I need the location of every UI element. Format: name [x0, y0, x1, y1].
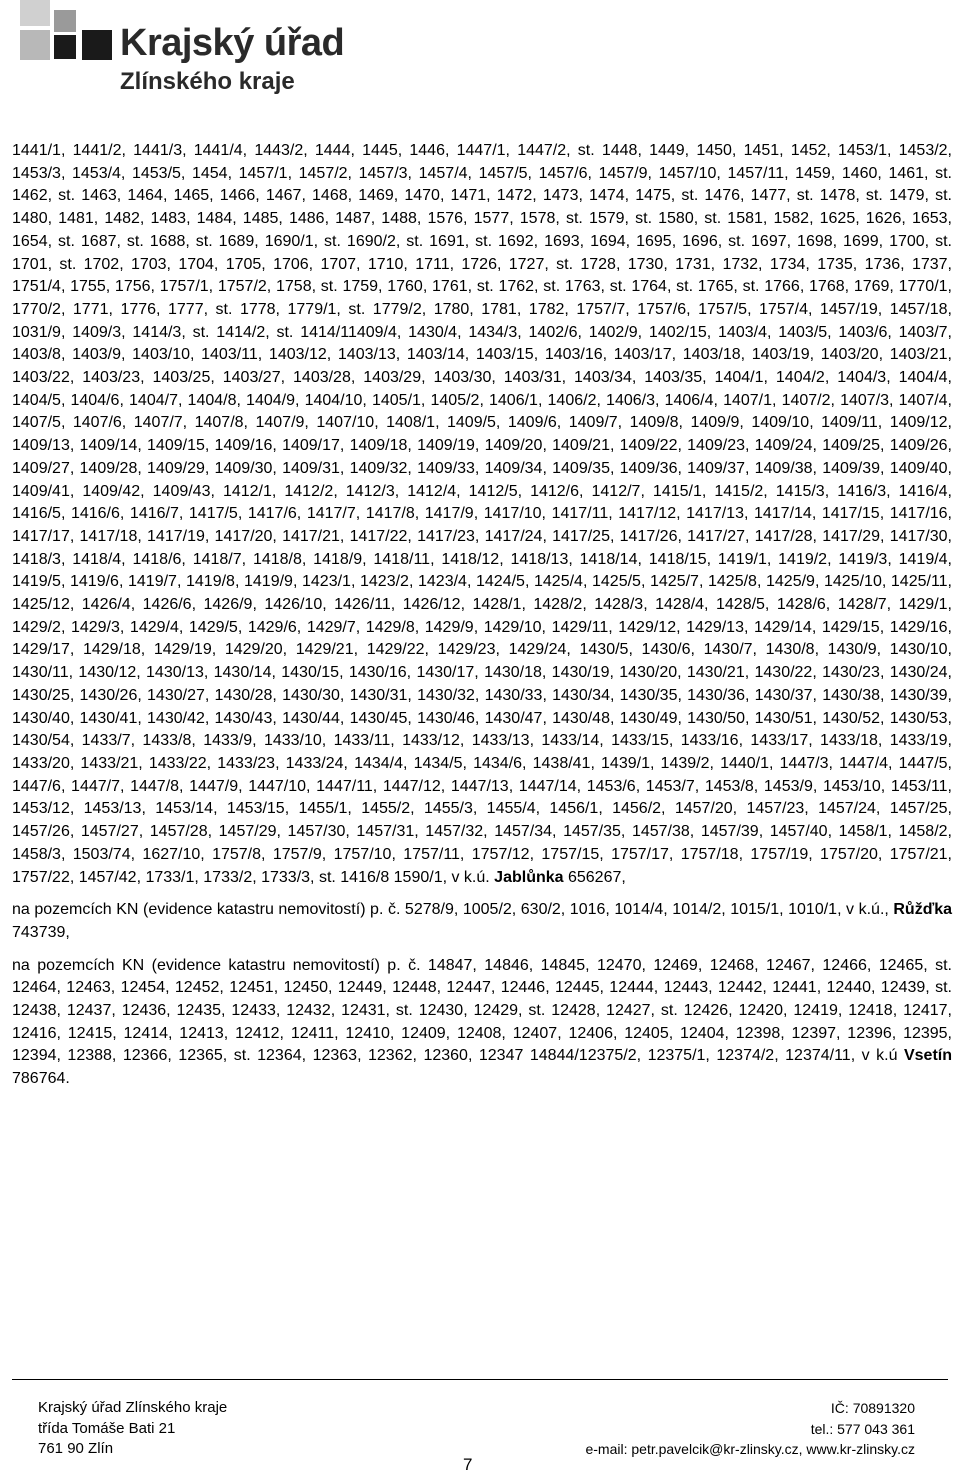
logo-title: Krajský úřad: [120, 22, 345, 64]
parcel-numbers: 1441/1, 1441/2, 1441/3, 1441/4, 1443/2, 1444, 1445, 1446, 1447/1, 1447/2, st. 1448, 1449, 1450, 1451, 1452, 1453/1, 1453/2, 1453/3, 1453/4, 1453/5, 1454, 1457/1, 1457/2, 1457/3, 1457/4, 1457/5, 1457/6, 1457/9, 1457/10, 1457/11, 1459, 1460, 1461, st. 1462, st. 1463, 1464, 1465, 1466, 1467, 1468, 1469, 1470, 1471, 1472, 1473, 1474, 1475, st. 1476, 1477, st. 1478, st. 1479, st. 1480, 1481, 1482, 1483, 1484, 1485, 1486, 1487, 1488, 1576, 1577, 1578, st. 1579, st. 1580, st. 1581, 1582, 1625, 1626, 1653, 1654, st. 1687, st. 1688, st. 1689, 1690/1, st. 1690/2, st. 1691, st. 1692, 1693, 1694, 1695, 1696, st. 1697, 1698, 1699, 1700, st. 1701, st. 1702, 1703, 1704, 1705, 1706, 1707, 1710, 1711, 1726, 1727, st. 1728, 1730, 1731, 1732, 1734, 1735, 1736, 1737, 1751/4, 1755, 1756, 1757/1, 1757/2, 1758, st. 1759, 1760, 1761, st. 1762, st. 1763, st. 1764, st. 1765, st. 1766, 1768, 1769, 1770/1, 1770/2, 1771, 1776, 1777, st. 1778, 1779/1, st. 1779/2, 1780, 1781, 1782, 1757/7, 1757/6, 1757/5, 1757/4, 1457/19, 1457/18, 1031/9, 1409/3, 1414/3, st. 1414/2, st. 1414/11409/4, 1430/4, 1434/3, 1402/6, 1402/9, 1402/15, 1403/4, 1403/5, 1403/6, 1403/7, 1403/8, 1403/9, 1403/10, 1403/11, 1403/12, 1403/13, 1403/14, 1403/15, 1403/16, 1403/17, 1403/18, 1403/19, 1403/20, 1403/21, 1403/22, 1403/23, 1403/25, 1403/27, 1403/28, 1403/29, 1403/30, 1403/31, 1403/34, 1403/35, 1404/1, 1404/2, 1404/3, 1404/4, 1404/5, 1404/6, 1404/7, 1404/8, 1404/9, 1404/10, 1405/1, 1405/2, 1406/1, 1406/2, 1406/3, 1406/4, 1407/1, 1407/2, 1407/3, 1407/4, 1407/5, 1407/6, 1407/7, 1407/8, 1407/9, 1407/10, 1408/1, 1409/5, 1409/6, 1409/7, 1409/8, 1409/9, 1409/10, 1409/11, 1409/12, 1409/13, 1409/14, 1409/15, 1409/16, 1409/17, 1409/18, 1409/19, 1409/20, 1409/21, 1409/22, 1409/23, 1409/24, 1409/25, 1409/26, 1409/27, 1409/28, 1409/29, 1409/30, 1409/31, 1409/32, 1409/33, 1409/34, 1409/35, 1409/36, 1409/37, 1409/38, 1409/39, 1409/40, 1409/41, 1409/42, 1409/43, 1412/1, 1412/2, 1412/3, 1412/4, 1412/5, 1412/6, 1412/7, 1415/1, 1415/2, 1415/3, 1416/3, 1416/4, 1416/5, 1416/6, 1416/7, 1417/5, 1417/6, 1417/7, 1417/8, 1417/9, 1417/10, 1417/11, 1417/12, 1417/13, 1417/14, 1417/15, 1417/16, 1417/17, 1417/18, 1417/19, 1417/20, 1417/21, 1417/22, 1417/23, 1417/24, 1417/25, 1417/26, 1417/27, 1417/28, 1417/29, 1417/30, 1418/3, 1418/4, 1418/6, 1418/7, 1418/8, 1418/9, 1418/11, 1418/12, 1418/13, 1418/14, 1418/15, 1419/1, 1419/2, 1419/3, 1419/4, 1419/5, 1419/6, 1419/7, 1419/8, 1419/9, 1423/1, 1423/2, 1423/4, 1424/5, 1425/4, 1425/5, 1425/7, 1425/8, 1425/9, 1425/10, 1425/11, 1425/12, 1426/4, 1426/6, 1426/9, 1426/10, 1426/11, 1426/12, 1428/1, 1428/2, 1428/3, 1428/4, 1428/5, 1428/6, 1428/7, 1429/1, 1429/2, 1429/3, 1429/4, 1429/5, 1429/6, 1429/7, 1429/8, 1429/9, 1429/10, 1429/11, 1429/12, 1429/13, 1429/14, 1429/15, 1429/16, 1429/17, 1429/18, 1429/19, 1429/20, 1429/21, 1429/22, 1429/23, 1429/24, 1430/5, 1430/6, 1430/7, 1430/8, 1430/9, 1430/10, 1430/11, 1430/12, 1430/13, 1430/14, 1430/15, 1430/16, 1430/17, 1430/18, 1430/19, 1430/20, 1430/21, 1430/22, 1430/23, 1430/24, 1430/25, 1430/26, 1430/27, 1430/28, 1430/30, 1430/31, 1430/32, 1430/33, 1430/34, 1430/35, 1430/36, 1430/37, 1430/38, 1430/39, 1430/40, 1430/41, 1430/42, 1430/43, 1430/44, 1430/45, 1430/46, 1430/47, 1430/48, 1430/49, 1430/50, 1430/51, 1430/52, 1430/53, 1430/54, 1433/7, 1433/8, 1433/9, 1433/10, 1433/11, 1433/12, 1433/13, 1433/14, 1433/15, 1433/16, 1433/17, 1433/18, 1433/19, 1433/20, 1433/21, 1433/22, 1433/23, 1433/24, 1434/4, 1434/5, 1434/6, 1438/41, 1439/1, 1439/2, 1440/1, 1447/3, 1447/4, 1447/5, 1447/6, 1447/7, 1447/8, 1447/9, 1447/10, 1447/11, 1447/12, 1447/13, 1447/14, 1453/6, 1453/7, 1453/8, 1453/9, 1453/10, 1453/11, 1453/12, 1453/13, 1453/14, 1453/15, 1455/1, 1455/2, 1455/3, 1455/4, 1456/1, 1456/2, 1457/20, 1457/23, 1457/24, 1457/25, 1457/26, 1457/27, 1457/28, 1457/29, 1457/30, 1457/31, 1457/32, 1457/34, 1457/35, 1457/38, 1457/39, 1457/40, 1458/1, 1458/2, 1458/3, 1503/74, 1627/10, 1757/8, 1757/9, 1757/10, 1757/11, 1757/12, 1757/15, 1757/17, 1757/18, 1757/19, 1757/20, 1757/21, 1757/22, 1457/42, 1733/1, 1733/2, 1733/3, st. 1416/8 1590/1, v k.ú.: [12, 142, 952, 886]
parcel-numbers: na pozemcích KN (evidence katastru nemovitostí) p. č. 5278/9, 1005/2, 630/2, 1016, 1014/4, 1014/2, 1015/1, 1010/1, v k.ú.,: [12, 901, 894, 919]
parcel-list-vsetin: [12, 955, 952, 1091]
cadastral-area-name: Růžďka: [893, 901, 952, 919]
footer-address: [38, 1398, 227, 1460]
logo-square-mark: [20, 0, 50, 26]
logo-square-mark: [54, 35, 76, 59]
footer-ico: IČ: 70891320: [830, 1400, 915, 1416]
footer-org-name: Krajský úřad Zlínského kraje: [38, 1399, 228, 1416]
page-number: 7: [463, 1455, 473, 1474]
footer-phone: tel.: 577 043 361: [810, 1420, 915, 1437]
cadastral-area-code: 743739,: [12, 923, 70, 941]
logo-subtitle: Zlínského kraje: [120, 68, 295, 95]
cadastral-area-code: 786764.: [12, 1070, 70, 1088]
parcel-numbers: na pozemcích KN (evidence katastru nemovitostí) p. č. 14847, 14846, 14845, 12470, 12469, 12468, 12467, 12466, 12465, st. 12464, 12463, 12454, 12452, 12451, 12450, 12449, 12448, 12447, 12446, 12445, 12444, 12443, 12442, 12441, 12440, 12439, st. 12438, 12437, 12436, 12435, 12433, 12432, 12431, st. 12430, 12429, st. 12428, 12427, st. 12426, 12420, 12419, 12418, 12417, 12416, 12415, 12414, 12413, 12412, 12411, 12410, 12409, 12408, 12407, 12406, 12405, 12404, 12398, 12397, 12396, 12395, 12394, 12388, 12366, 12365, st. 12364, 12363, 12362, 12360, 12347 14844/12375/2, 12375/1, 12374/2, 12374/11, v k.ú: [12, 956, 952, 1065]
footer-contact: [585, 1398, 915, 1460]
logo-square-mark: [20, 30, 50, 60]
cadastral-area-name: Vsetín: [903, 1047, 952, 1065]
document-body: [12, 140, 952, 1091]
footer-city: 761 90 Zlín: [38, 1440, 114, 1457]
footer-email-web: e-mail: petr.pavelcik@kr-zlinsky.cz, www.kr-zlinsky.cz: [585, 1441, 915, 1457]
parcel-list-jablunka: [12, 140, 952, 889]
logo-square-mark: [54, 10, 76, 32]
cadastral-area-name: Jablůnka: [494, 868, 564, 886]
footer-street: třída Tomáše Bati 21: [38, 1419, 176, 1437]
footer-divider: [12, 1379, 948, 1380]
logo-square-mark: [82, 30, 112, 60]
parcel-list-ruzdka: [12, 899, 952, 944]
krajsky-urad-logo: [10, 0, 345, 100]
cadastral-area-code: 656267,: [563, 868, 626, 886]
